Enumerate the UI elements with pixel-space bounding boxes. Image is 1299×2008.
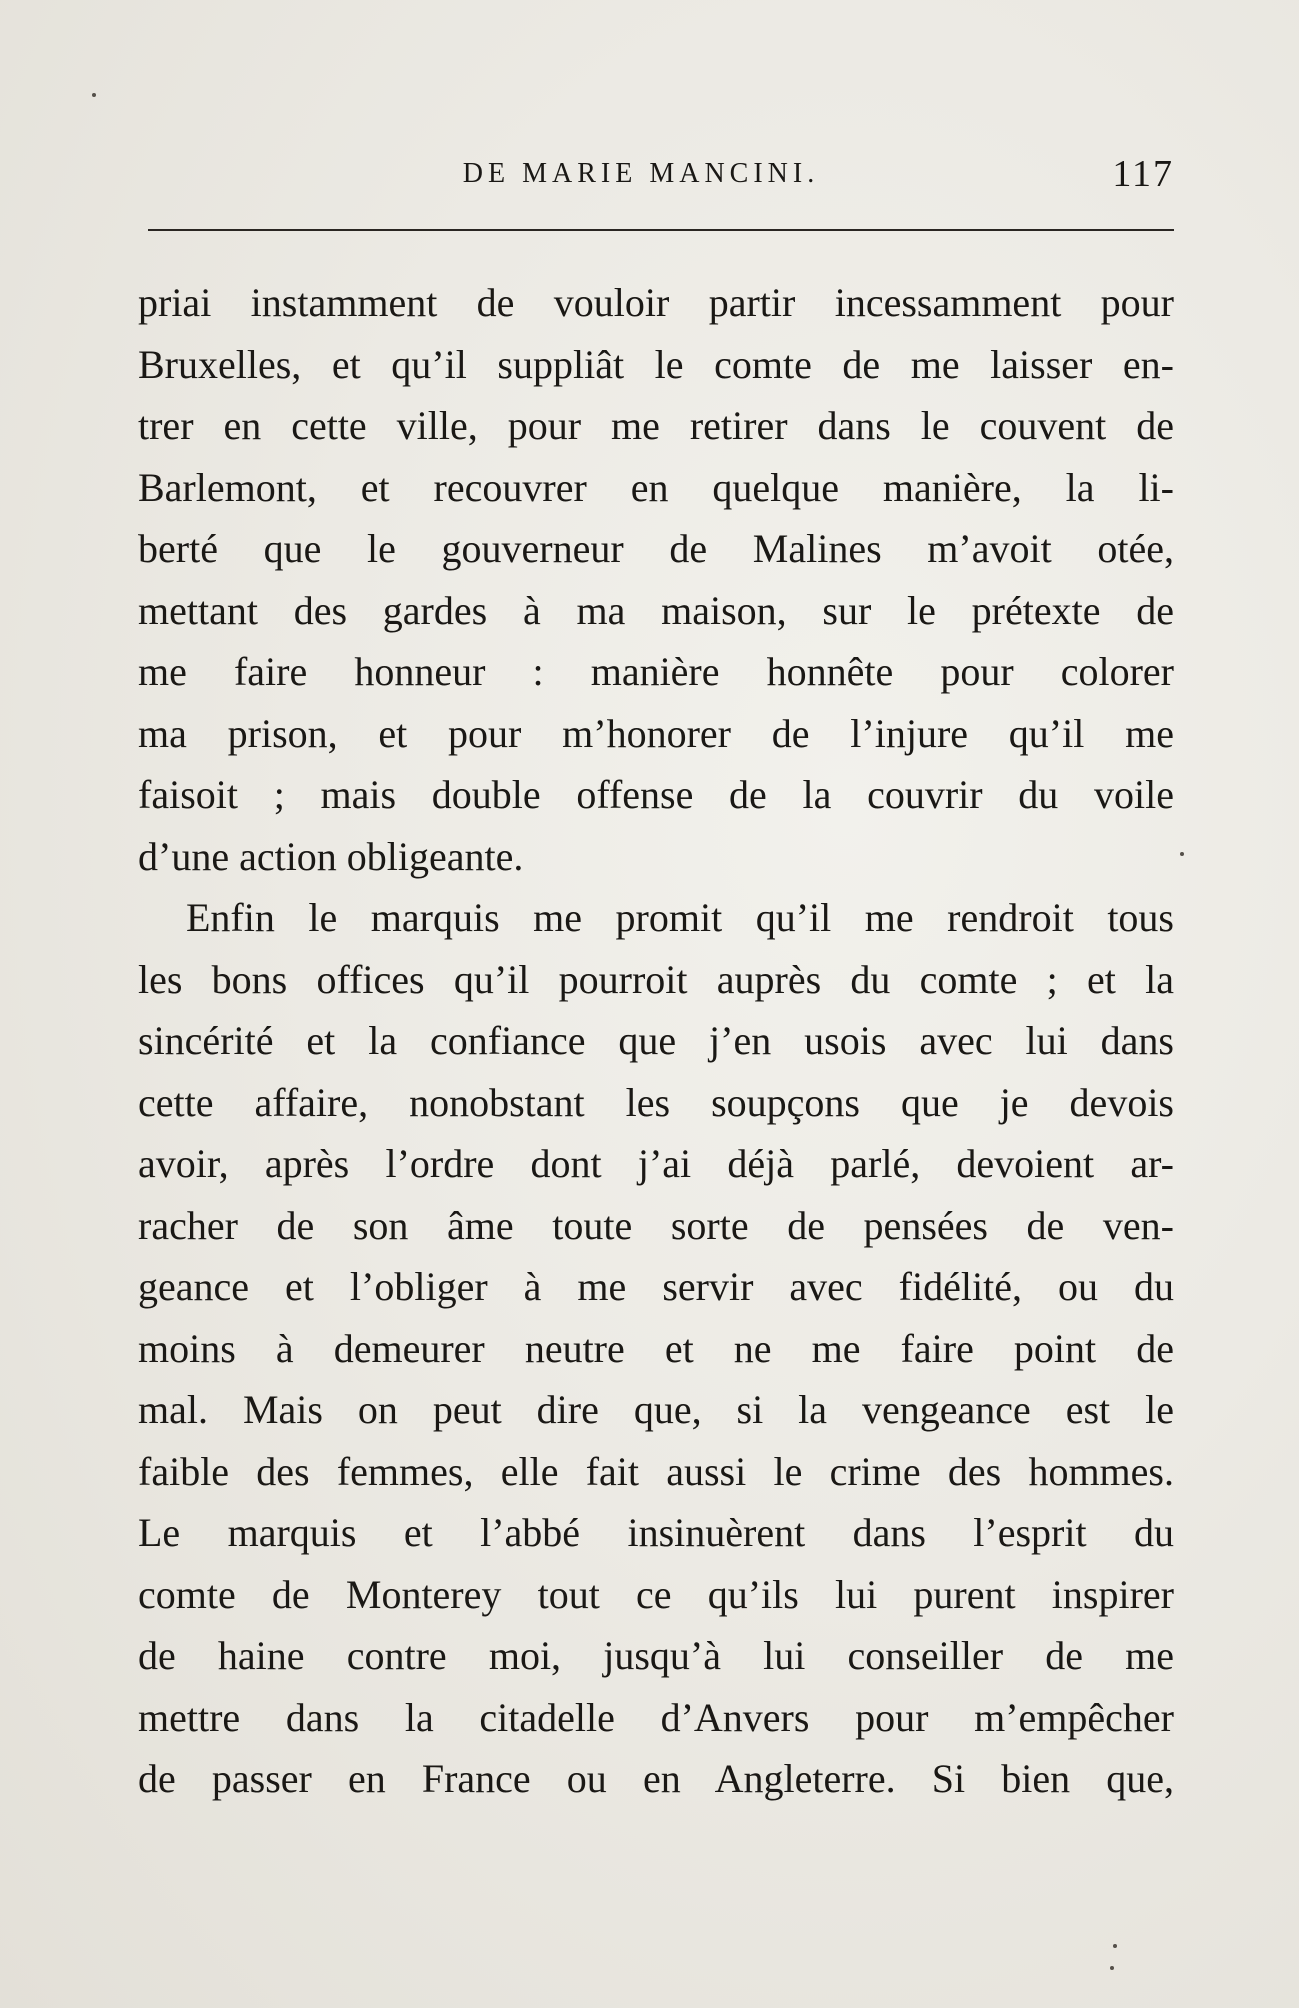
text-line: cette affaire, nonobstant les soupçons que je devois	[138, 1079, 1174, 1125]
header-rule	[148, 229, 1174, 231]
paper-speck	[1113, 1944, 1117, 1948]
text-line: berté que le gouverneur de Malines m’avoit otée,	[138, 526, 1174, 571]
running-head	[148, 150, 1174, 200]
text-line: Bruxelles, et qu’il suppliât le comte de me laisser en-	[138, 341, 1174, 387]
text-line: de haine contre moi, jusqu’à lui conseiller de me	[138, 1633, 1174, 1678]
text-line: Enfin le marquis me promit qu’il me rendroit tous	[186, 895, 1174, 940]
text-line: ma prison, et pour m’honorer de l’injure qu’il me	[138, 710, 1174, 756]
body-text	[138, 272, 1174, 1810]
text-line: faible des femmes, elle fait aussi le crime des hommes.	[138, 1448, 1174, 1494]
text-line: Barlemont, et recouvrer en quelque manière, la li-	[138, 464, 1174, 510]
text-line: trer en cette ville, pour me retirer dans le couvent de	[138, 403, 1174, 448]
text-line: mettant des gardes à ma maison, sur le prétexte de	[138, 587, 1174, 633]
text-line: moins à demeurer neutre et ne me faire point de	[138, 1325, 1174, 1371]
text-line: mettre dans la citadelle d’Anvers pour m’empêcher	[138, 1694, 1174, 1740]
text-line: racher de son âme toute sorte de pensées de ven-	[138, 1202, 1174, 1248]
paper-speck	[1180, 852, 1184, 856]
text-line: les bons offices qu’il pourroit auprès du comte ; et la	[138, 956, 1174, 1002]
paper-speck	[1110, 1966, 1114, 1970]
text-line: Le marquis et l’abbé insinuèrent dans l’esprit du	[138, 1510, 1174, 1555]
text-line: priai instamment de vouloir partir incessamment pour	[138, 280, 1174, 325]
text-line: geance et l’obliger à me servir avec fidélité, ou du	[138, 1264, 1174, 1309]
text-line: de passer en France ou en Angleterre. Si bien que,	[138, 1756, 1174, 1801]
page-number: 117	[1112, 153, 1174, 195]
text-line: faisoit ; mais double offense de la couvrir du voile	[138, 772, 1174, 817]
text-line: me faire honneur : manière honnête pour colorer	[138, 649, 1174, 694]
text-line: comte de Monterey tout ce qu’ils lui purent inspirer	[138, 1571, 1174, 1617]
running-title: DE MARIE MANCINI.	[462, 158, 820, 189]
text-line: avoir, après l’ordre dont j’ai déjà parlé, devoient ar-	[138, 1141, 1174, 1186]
text-line: sincérité et la confiance que j’en usois avec lui dans	[138, 1018, 1174, 1063]
paper-speck	[92, 93, 96, 97]
text-line: mal. Mais on peut dire que, si la vengeance est le	[138, 1387, 1174, 1432]
text-line: d’une action obligeante.	[138, 833, 524, 879]
